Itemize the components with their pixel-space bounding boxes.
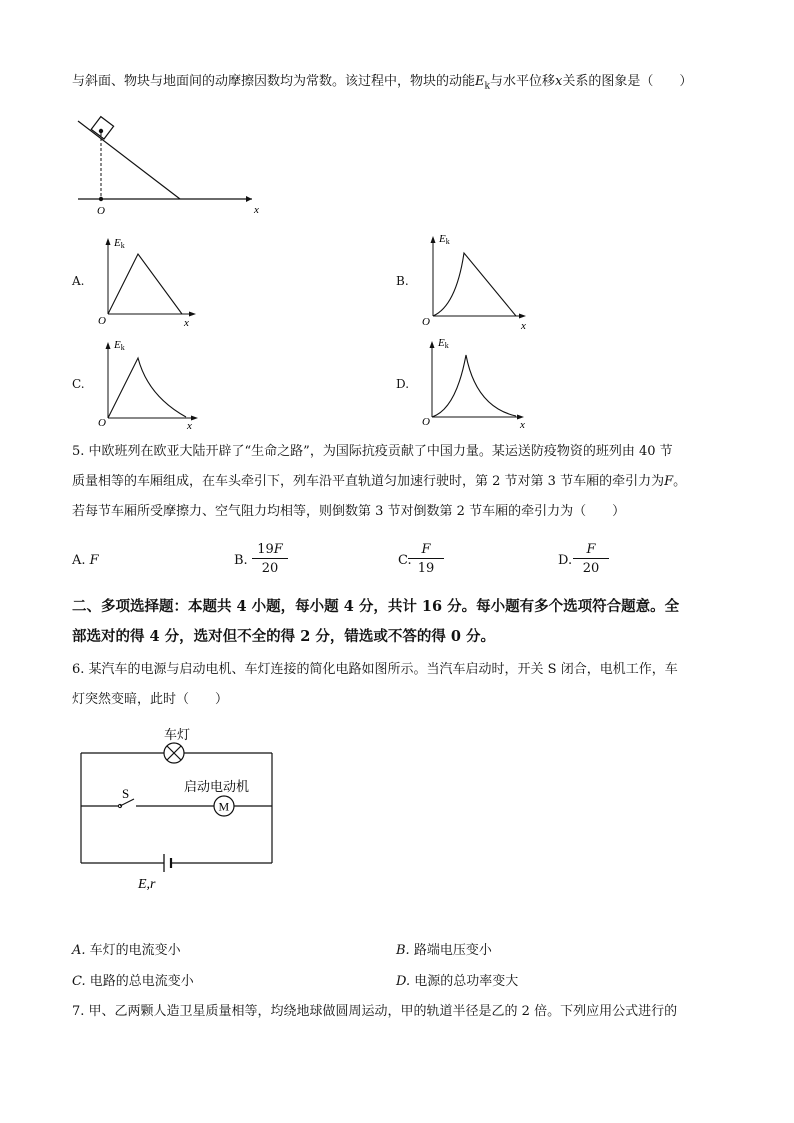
q5-line-1: 5. 中欧班列在欧亚大陆开辟了“生命之路”，为国际抗疫贡献了中国力量。某运送防疫物资的班列由 40 节: [72, 444, 673, 459]
y-label: Ek: [114, 339, 125, 352]
y-label: Ek: [114, 237, 125, 250]
graph-option-d[interactable]: [420, 333, 535, 433]
y-label: Ek: [439, 233, 450, 246]
q5-option-a-value: F: [89, 553, 99, 568]
diagram-x-label: x: [254, 204, 259, 216]
q6-option-a-text: 车灯的电流变小: [89, 943, 181, 958]
q6-option-b[interactable]: [396, 942, 492, 960]
q6-line-2: 灯突然变暗，此时（ ）: [72, 692, 229, 707]
q6-option-a-label: A.: [72, 943, 86, 958]
q6-option-b-text: 路端电压变小: [413, 943, 492, 958]
q5-line-2b: 。: [673, 474, 687, 489]
q6-option-c-label: C.: [72, 974, 86, 989]
q4-option-c-label[interactable]: C.: [72, 377, 85, 391]
q6-option-b-label: B.: [396, 943, 410, 958]
q5-force-symbol: F: [664, 474, 674, 489]
y-axis-arrow: [431, 236, 436, 243]
lamp-label: 车灯: [164, 727, 191, 742]
q4-stem: [72, 73, 692, 96]
q5-line-2: [72, 473, 686, 491]
q5-option-a[interactable]: [72, 552, 99, 570]
origin-label: O: [422, 416, 430, 428]
q4-stem-part-c: 关系的图象是（ ）: [562, 74, 693, 89]
q5-option-d-label[interactable]: D.: [558, 553, 573, 568]
origin-dot: [99, 197, 103, 201]
q5-option-d-fraction[interactable]: [573, 542, 609, 576]
y-label: Ek: [438, 337, 449, 350]
origin-label: O: [98, 315, 106, 327]
y-axis-arrow: [430, 341, 435, 348]
diagram-origin-label: O: [97, 205, 105, 217]
fraction-denominator: 20: [261, 561, 279, 576]
fraction-numerator: F: [408, 542, 444, 559]
q5-line-2a: 质量相等的车厢组成，在车头牵引下，列车沿平直轨道匀加速行驶时，第 2 节对第 3 节车厢的牵引力为: [72, 474, 665, 489]
curve-c: [108, 358, 186, 418]
q6-option-d-text: 电源的总功率变大: [414, 974, 519, 989]
q7-line-1: 7. 甲、乙两颗人造卫星质量相等，均绕地球做圆周运动，甲的轨道半径是乙的 2 倍。下列应用公式进行的: [72, 1004, 678, 1019]
q5-option-a-label: A.: [72, 553, 86, 568]
q5-option-c-fraction[interactable]: [408, 542, 444, 576]
numerator-coefficient: 19: [257, 542, 274, 557]
q6-option-c[interactable]: [72, 973, 194, 991]
fraction-numerator: F: [573, 542, 609, 559]
section-2-heading-line-1: 二、多项选择题：本题共 4 小题，每小题 4 分，共计 16 分。每小题有多个选项符合题意。全: [72, 598, 680, 615]
q4-stem-part-a: 与斜面、物块与地面间的动摩擦因数均为常数。该过程中，物块的动能: [72, 74, 476, 89]
curve-a: [108, 254, 182, 314]
q4-ek-subscript: k: [484, 81, 490, 92]
q6-option-c-text: 电路的总电流变小: [89, 974, 194, 989]
fraction-denominator: 20: [582, 561, 600, 576]
q4-option-d-label[interactable]: D.: [396, 377, 410, 391]
switch-label: S: [122, 786, 130, 801]
q6-line-1: 6. 某汽车的电源与启动电机、车灯连接的简化电路如图所示。当汽车启动时，开关 S 闭合，电机工作，车: [72, 662, 678, 677]
q4-ek-symbol: E: [475, 74, 485, 89]
x-label: x: [520, 419, 525, 431]
origin-label: O: [422, 316, 430, 328]
q6-option-d-label: D.: [396, 974, 411, 989]
y-axis-arrow: [106, 342, 111, 349]
block: [91, 117, 113, 139]
curve-d: [432, 355, 516, 417]
q4-x-symbol: x: [555, 74, 563, 89]
block-center-dot: [99, 129, 103, 133]
q5-option-b-label[interactable]: B.: [234, 553, 248, 568]
q6-option-a[interactable]: [72, 942, 181, 960]
section-2-heading-line-2: 部选对的得 4 分，选对但不全的得 2 分，错选或不答的得 0 分。: [72, 628, 496, 645]
incline-diagram: [70, 112, 270, 222]
x-label: x: [187, 420, 192, 432]
x-axis-arrow: [519, 314, 526, 319]
motor-label: 启动电动机: [184, 779, 250, 794]
source-label: E,r: [138, 877, 156, 892]
incline-line: [78, 121, 180, 199]
motor-symbol: M: [218, 799, 230, 814]
origin-label: O: [98, 417, 106, 429]
x-axis-arrow: [189, 312, 196, 317]
x-axis-arrow: [246, 196, 252, 202]
fraction-numerator: [252, 542, 288, 559]
q4-option-a-label[interactable]: A.: [72, 274, 85, 288]
q4-option-b-label[interactable]: B.: [396, 274, 409, 288]
circuit-diagram: [76, 724, 286, 892]
y-axis-arrow: [106, 238, 111, 245]
q5-option-c-label[interactable]: C.: [398, 553, 412, 568]
x-axis-arrow: [191, 416, 198, 421]
x-label: x: [184, 317, 189, 329]
graph-option-b[interactable]: [420, 228, 535, 332]
x-label: x: [521, 320, 526, 332]
graph-option-c[interactable]: [96, 334, 206, 434]
curve-b: [433, 253, 516, 316]
fraction-denominator: 19: [417, 561, 435, 576]
numerator-symbol: F: [273, 542, 283, 557]
q4-stem-part-b: 与水平位移: [489, 74, 555, 89]
q5-line-3: 若每节车厢所受摩擦力、空气阻力均相等，则倒数第 3 节对倒数第 2 节车厢的牵引力为（ ）: [72, 504, 626, 519]
graph-option-a[interactable]: [96, 230, 206, 330]
q6-option-d[interactable]: [396, 973, 518, 991]
q5-option-b-fraction[interactable]: [252, 542, 288, 576]
